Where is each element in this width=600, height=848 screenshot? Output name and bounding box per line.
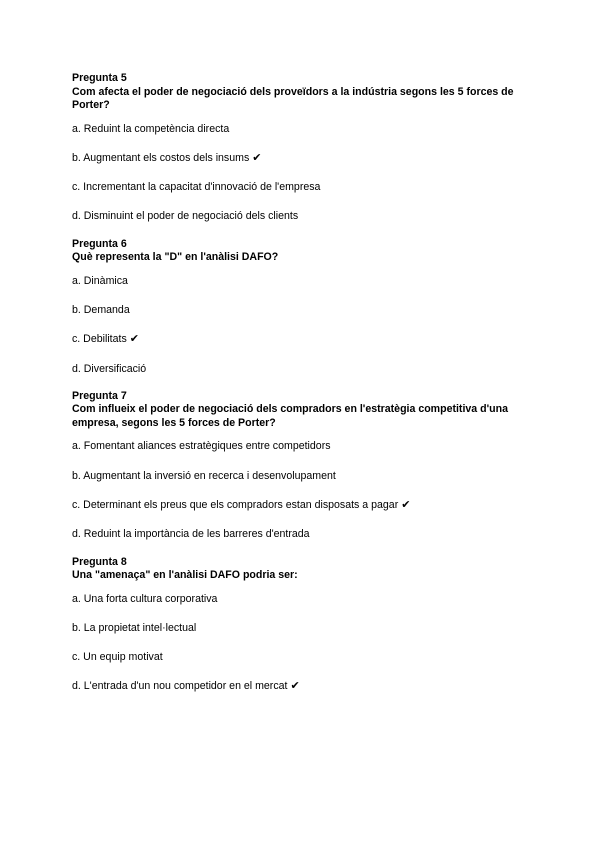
option-item [72,304,532,317]
option-list [72,275,532,376]
option-item [72,152,532,165]
question-header [72,238,532,265]
option-label: b. La propietat intel·lectual [72,621,197,634]
option-list [72,440,532,541]
option-label: c. Un equip motivat [72,651,163,664]
question-block [72,390,532,541]
option-item [72,470,532,483]
option-item [72,363,532,376]
option-item [72,123,532,136]
option-label: d. Disminuint el poder de negociació dels clients [72,210,299,223]
question-block [72,556,532,694]
option-item [72,210,532,223]
option-item [72,528,532,541]
question-block [72,72,532,223]
question-header [72,556,532,583]
check-icon: ✔ [129,333,139,346]
check-icon: ✔ [252,151,262,164]
option-label: b. Augmentant els costos dels insums [72,151,250,164]
question-number: Pregunta 6 [72,237,127,250]
check-icon: ✔ [290,680,300,693]
option-item [72,499,532,512]
option-label: d. L'entrada d'un nou competidor en el mercat [72,680,288,693]
option-label: c. Incrementant la capacitat d'innovació de l'empresa [72,181,321,194]
option-item [72,622,532,635]
question-text: Com influeix el poder de negociació dels compradors en l'estratègia competitiva d'una empresa, segons les 5 forces de Porter? [72,403,508,429]
option-item [72,440,532,453]
option-label: a. Dinàmica [72,274,128,287]
check-icon: ✔ [401,498,411,511]
option-item [72,275,532,288]
question-text: Una "amenaça" en l'anàlisi DAFO podria ser: [72,569,298,582]
question-number: Pregunta 7 [72,389,127,402]
option-item [72,181,532,194]
option-label: a. Una forta cultura corporativa [72,592,218,605]
option-label: b. Demanda [72,303,130,316]
option-list [72,593,532,694]
question-block [72,238,532,376]
option-list [72,123,532,224]
option-label: a. Reduint la competència directa [72,122,230,135]
question-text: Com afecta el poder de negociació dels proveïdors a la indústria segons les 5 forces de Porter? [72,85,514,111]
question-text: Què representa la "D" en l'anàlisi DAFO? [72,251,279,264]
option-label: b. Augmentant la inversió en recerca i desenvolupament [72,469,336,482]
document-page [72,72,532,710]
option-item [72,680,532,693]
option-label: c. Determinant els preus que els compradors estan disposats a pagar [72,498,399,511]
option-label: c. Debilitats [72,333,127,346]
option-label: d. Diversificació [72,362,147,375]
option-item [72,333,532,346]
option-label: d. Reduint la importància de les barreres d'entrada [72,528,310,541]
question-number: Pregunta 8 [72,555,127,568]
option-item [72,651,532,664]
option-item [72,593,532,606]
question-header [72,390,532,431]
question-header [72,72,532,113]
question-number: Pregunta 5 [72,72,127,84]
option-label: a. Fomentant aliances estratègiques entre competidors [72,440,331,453]
